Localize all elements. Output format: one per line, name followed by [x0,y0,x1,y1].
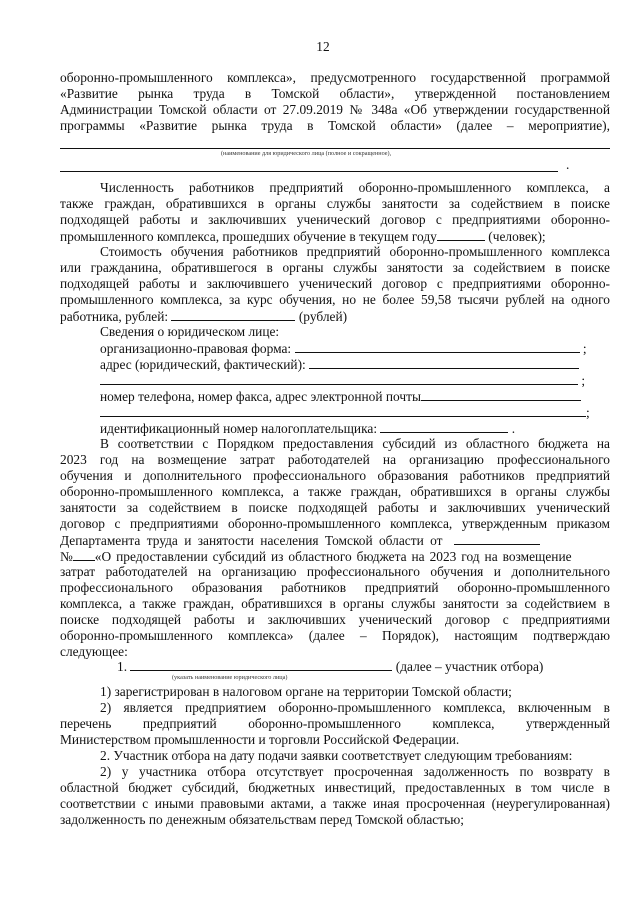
list1-a: 1) зарегистрирован в налоговом органе на территории Томской области; [100,684,512,699]
org-form-input[interactable] [295,340,580,353]
address-input-2[interactable] [100,372,578,385]
order-line-6: договор с предприятиями оборонно-промышленного комплекса, утвержденным приказом [60,516,610,531]
order-line-1: В соответствии с Порядком предоставления субсидий из областного бюджета на [100,436,610,451]
cost-line-4: промышленного комплекса, за курс обучения, но не более 59,58 тысячи рублей на одного [60,292,610,307]
order-line-8 [60,548,572,565]
count-label: промышленного комплекса, прошедших обучение в текущем году [60,229,437,244]
cost-label: работника, рублей: [60,309,169,324]
inn-dot: . [511,421,516,436]
address-row [100,356,579,373]
order-line-9: затрат работодателей на организацию профессионального обучения и дополнительного [60,564,610,579]
phone-row-2 [100,404,590,421]
intro-line-4: программы «Развитие рынка труда в Томской области» (далее – мероприятие), [60,118,610,133]
order-line-12: поиске подходящей работы и заключивших ученический договор с предприятиями [60,612,610,627]
inn-row [100,420,515,437]
name-hint: (наименование для юридического лица (полное и сокращенное), [221,150,392,157]
count-line-4 [60,228,546,245]
order-line-7 [60,532,540,549]
inn-label: идентификационный номер налогоплательщика: [100,421,378,436]
order-number-input[interactable] [73,548,95,561]
order-line-5: занятости за содействием в поиске подходящей работы и заключивших ученический [60,500,610,515]
item2-line-1: 2) у участника отбора отсутствует просроченная задолженность по возврату в [100,764,610,779]
cost-line-3: подходящей работы и заключившего ученический договор с предприятиями оборонно- [60,276,610,291]
name-line [60,148,610,149]
count-line-3: подходящей работы и заключивших ученический договор с предприятиями оборонно- [60,212,610,227]
phone-input-2[interactable] [100,404,586,417]
item2-line-3: соответствии с иными правовыми актами, а также иная просроченная (неурегулированная) [60,796,610,811]
intro-line-3: Администрации Томской области от 27.09.2019 № 348а «Об утверждении государственной [60,102,610,117]
order-line-8-text: «О предоставлении субсидий из областного бюджета на 2023 год на возмещение [94,549,572,564]
order-line-3: обучения и дополнительного профессионального образования работников предприятий [60,468,610,483]
cost-line-1: Стоимость обучения работников предприятий оборонно-промышленного комплекса [100,244,610,259]
count-line-1: Численность работников предприятий оборонно-промышленного комплекса, а [100,180,610,195]
order-line-7-text: Департамента труда и занятости населения Томской области от [60,533,443,548]
inn-input[interactable] [380,420,508,433]
cost-unit: (рублей) [298,309,348,324]
participant-name-input[interactable] [130,658,392,671]
order-line-2: 2023 год на возмещение затрат работодателей на организацию профессионального [60,452,610,467]
count-unit: (человек); [488,229,546,244]
list1-b-line-3: Министерством промышленности и торговли Российской Федерации. [60,732,460,747]
item2-line-4: задолженность по денежным обязательствам перед Томской областью; [60,812,464,827]
phone-row [100,388,581,405]
cost-line-5 [60,308,347,325]
item1-row [117,658,543,675]
count-input[interactable] [437,228,485,241]
list1-b-line-2: перечень предприятий оборонно-промышленного комплекса, утвержденный [60,716,610,731]
cost-input[interactable] [171,308,295,321]
participant-name-hint: (указать наименование юридического лица) [172,674,288,681]
order-line-4: оборонно-промышленного комплекса, а также граждан, обратившихся в органы службы [60,484,610,499]
item2-line-2: областной бюджет субсидий, бюджетных инвестиций, предоставленных в том числе в [60,780,610,795]
phone-semicolon: ; [586,405,590,420]
name-line-2 [60,171,558,172]
org-form-semicolon: ; [582,341,587,356]
order-number-sign: № [60,549,73,564]
entity-heading: Сведения о юридическом лице: [100,324,280,339]
order-line-11: комплекса, а также граждан, обратившихся в органы службы занятости за содействием в [60,596,610,611]
order-line-13: оборонно-промышленного комплекса» (далее – Порядок), настоящим подтверждаю [60,628,610,643]
item2-heading: 2. Участник отбора на дату подачи заявки соответствует следующим требованиям: [100,748,573,763]
item1-tail: (далее – участник отбора) [395,659,544,674]
intro-line-2: «Развитие рынка труда в Томской области», утвержденной постановлением [60,86,610,101]
intro-line-1: оборонно-промышленного комплекса», предусмотренного государственной программой [60,70,610,85]
phone-label: номер телефона, номер факса, адрес электронной почты [100,389,421,404]
address-semicolon: ; [581,373,586,388]
org-form-row [100,340,587,357]
order-line-10: профессионального образования работников предприятий оборонно-промышленного [60,580,610,595]
address-input[interactable] [309,356,579,369]
org-form-label: организационно-правовая форма: [100,341,292,356]
order-date-input[interactable] [454,532,540,545]
name-line-end: . [566,157,570,172]
address-label: адрес (юридический, фактический): [100,357,306,372]
count-line-2: также граждан, обратившихся в органы службы занятости за содействием в поиске [60,196,610,211]
phone-input[interactable] [421,388,581,401]
page-number: 12 [316,39,330,54]
address-row-2 [100,372,585,389]
cost-line-2: или гражданина, обратившегося в органы службы занятости за содействием в поиске [60,260,610,275]
list1-b-line-1: 2) является предприятием оборонно-промышленного комплекса, включенным в [100,700,610,715]
item1-number: 1. [117,659,128,674]
order-line-14: следующее: [60,644,128,659]
